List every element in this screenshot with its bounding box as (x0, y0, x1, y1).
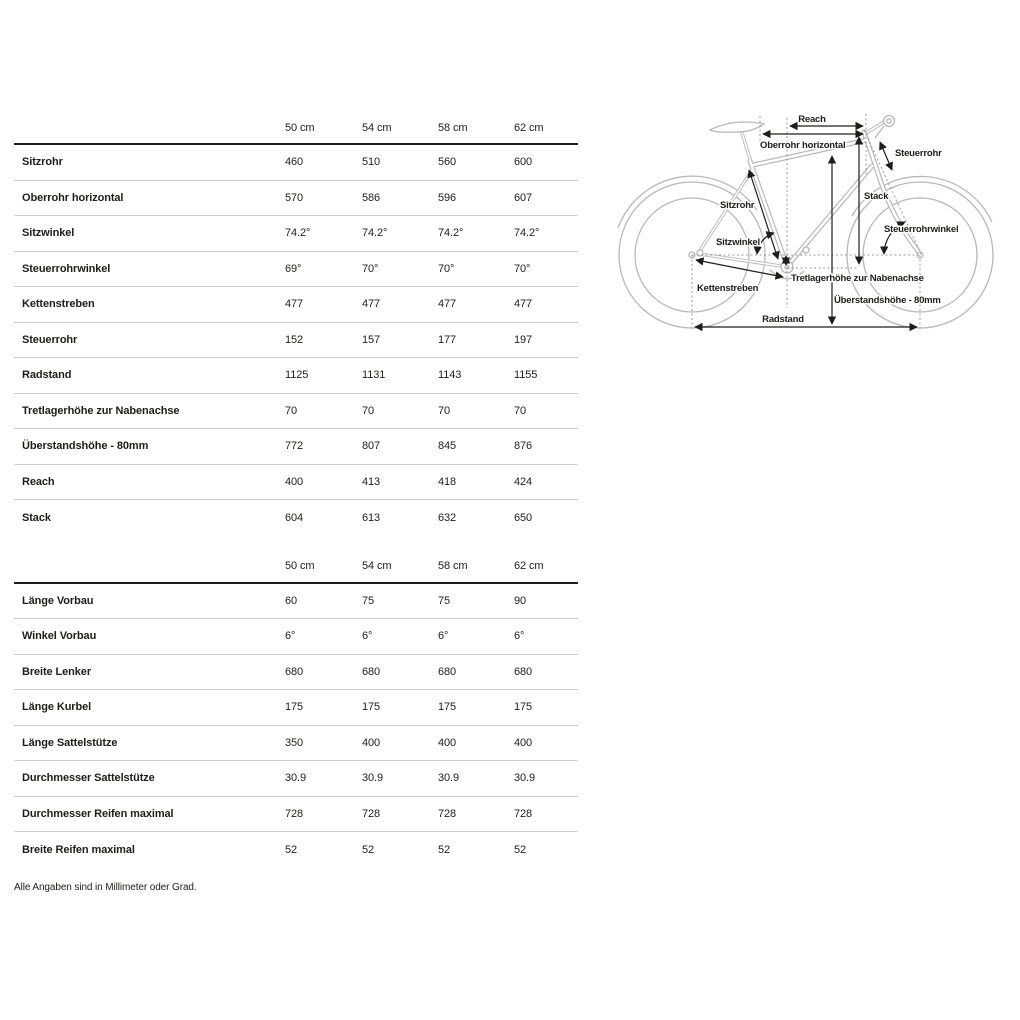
saddle (710, 122, 764, 132)
column-header: 50 cm (285, 560, 315, 572)
table-row (14, 181, 578, 217)
row-value: 604 (285, 511, 304, 524)
row-value: 152 (285, 333, 304, 346)
steuerrohr-arrow (880, 142, 892, 170)
stack-label: Stack (864, 191, 889, 202)
row-value: 70 (514, 404, 527, 417)
row-value: 60 (285, 594, 298, 607)
steuerrohrwinkel-label: Steuerrohrwinkel (884, 224, 959, 235)
row-value: 175 (362, 701, 381, 714)
row-value: 52 (514, 843, 527, 856)
row-value: 680 (514, 665, 533, 678)
row-label: Länge Kurbel (22, 701, 92, 714)
table-row (14, 465, 578, 501)
column-header: 62 cm (514, 560, 544, 572)
row-label: Länge Vorbau (22, 594, 94, 607)
row-value: 52 (285, 843, 298, 856)
row-value: 680 (362, 665, 381, 678)
column-header: 58 cm (438, 121, 468, 134)
row-label: Radstand (22, 369, 72, 382)
table-section-components (14, 551, 578, 868)
row-label: Winkel Vorbau (22, 630, 97, 643)
row-value: 772 (285, 440, 304, 453)
table-section-frame (14, 112, 578, 536)
table-row (14, 252, 578, 288)
row-value: 30.9 (438, 772, 460, 785)
row-value: 400 (438, 736, 457, 749)
fork (878, 173, 918, 251)
row-value: 70° (438, 262, 455, 275)
row-value: 728 (438, 807, 457, 820)
row-label: Steuerrohrwinkel (22, 262, 111, 275)
table-row (14, 726, 578, 762)
table-row (14, 584, 578, 620)
row-value: 69° (285, 262, 302, 275)
row-value: 632 (438, 511, 457, 524)
column-header: 54 cm (362, 121, 392, 134)
bike-geometry-diagram (615, 95, 1015, 345)
row-value: 197 (514, 333, 533, 346)
sitzwinkel-label: Sitzwinkel (716, 237, 760, 248)
steuerrohr-label: Steuerrohr (895, 148, 942, 159)
row-value: 52 (438, 843, 451, 856)
kettenstreben-label: Kettenstreben (697, 283, 759, 294)
row-value: 728 (514, 807, 533, 820)
kettenstreben-arrow (696, 260, 783, 277)
row-value: 1155 (514, 369, 538, 382)
radstand-label: Radstand (762, 314, 804, 325)
table-row (14, 761, 578, 797)
row-value: 90 (514, 594, 527, 607)
table-row (14, 832, 578, 868)
row-value: 600 (514, 156, 533, 169)
row-value: 876 (514, 440, 533, 453)
row-value: 30.9 (285, 772, 307, 785)
row-value: 74.2° (285, 227, 311, 240)
table-row (14, 619, 578, 655)
row-value: 175 (514, 701, 533, 714)
table-row (14, 429, 578, 465)
table-row (14, 323, 578, 359)
table-body (14, 584, 578, 868)
geometry-table (14, 112, 578, 893)
column-header: 50 cm (285, 121, 315, 134)
row-value: 728 (362, 807, 381, 820)
table-row (14, 216, 578, 252)
row-value: 728 (285, 807, 304, 820)
row-label: Überstandshöhe - 80mm (22, 440, 149, 453)
row-value: 413 (362, 475, 381, 488)
row-value: 70 (362, 404, 375, 417)
table-row (14, 287, 578, 323)
row-value: 70° (362, 262, 379, 275)
row-value: 596 (438, 191, 457, 204)
row-value: 460 (285, 156, 304, 169)
row-value: 1131 (362, 369, 386, 382)
table-row (14, 690, 578, 726)
row-value: 1125 (285, 369, 309, 382)
row-value: 75 (362, 594, 375, 607)
row-label: Tretlagerhöhe zur Nabenachse (22, 404, 180, 417)
row-value: 400 (514, 736, 533, 749)
row-value: 477 (438, 298, 457, 311)
row-value: 424 (514, 475, 533, 488)
table-row (14, 145, 578, 181)
row-label: Durchmesser Sattelstütze (22, 772, 155, 785)
row-value: 175 (438, 701, 457, 714)
row-value: 52 (362, 843, 375, 856)
row-value: 175 (285, 701, 304, 714)
row-value: 74.2° (514, 227, 540, 240)
row-label: Oberrohr horizontal (22, 191, 124, 204)
row-value: 6° (514, 630, 525, 643)
oberrohr-label: Oberrohr horizontal (760, 140, 846, 151)
row-value: 650 (514, 511, 533, 524)
row-value: 570 (285, 191, 304, 204)
row-value: 680 (285, 665, 304, 678)
row-value: 70° (514, 262, 531, 275)
row-value: 74.2° (362, 227, 388, 240)
row-value: 6° (362, 630, 373, 643)
column-header: 62 cm (514, 121, 544, 134)
row-value: 30.9 (514, 772, 536, 785)
row-value: 845 (438, 440, 457, 453)
row-value: 510 (362, 156, 381, 169)
row-label: Breite Lenker (22, 665, 92, 678)
row-value: 613 (362, 511, 381, 524)
row-label: Breite Reifen maximal (22, 843, 135, 856)
row-label: Reach (22, 475, 55, 488)
row-value: 418 (438, 475, 457, 488)
sitzrohr-label: Sitzrohr (720, 200, 755, 211)
row-value: 70 (438, 404, 451, 417)
table-body (14, 145, 578, 536)
row-value: 70 (285, 404, 298, 417)
table-footnote: Alle Angaben sind in Millimeter oder Grad. (14, 881, 197, 893)
row-value: 560 (438, 156, 457, 169)
row-value: 157 (362, 333, 381, 346)
row-value: 74.2° (438, 227, 464, 240)
row-value: 1143 (438, 369, 462, 382)
row-value: 6° (285, 630, 296, 643)
row-value: 30.9 (362, 772, 384, 785)
row-value: 400 (285, 475, 304, 488)
table-row (14, 358, 578, 394)
column-header: 58 cm (438, 560, 468, 572)
table-header-row (14, 551, 578, 584)
row-label: Länge Sattelstütze (22, 736, 118, 749)
row-value: 350 (285, 736, 304, 749)
row-value: 75 (438, 594, 451, 607)
row-label: Sitzrohr (22, 156, 63, 169)
row-label: Durchmesser Reifen maximal (22, 807, 174, 820)
reach-label: Reach (798, 114, 826, 125)
row-value: 6° (438, 630, 449, 643)
row-value: 607 (514, 191, 533, 204)
frame-bolt (803, 247, 809, 253)
ueberstandshoehe-label: Überstandshöhe - 80mm (834, 295, 941, 306)
table-header-row (14, 112, 578, 145)
table-row (14, 797, 578, 833)
table-row (14, 655, 578, 691)
row-value: 477 (514, 298, 533, 311)
row-label: Steuerrohr (22, 333, 78, 346)
row-value: 477 (362, 298, 381, 311)
column-header: 54 cm (362, 560, 392, 572)
table-row (14, 394, 578, 430)
row-value: 807 (362, 440, 381, 453)
row-value: 680 (438, 665, 457, 678)
row-value: 400 (362, 736, 381, 749)
handlebar-end (887, 119, 891, 123)
row-label: Kettenstreben (22, 298, 95, 311)
row-label: Stack (22, 511, 51, 524)
row-value: 586 (362, 191, 381, 204)
row-label: Sitzwinkel (22, 227, 75, 240)
table-row (14, 500, 578, 536)
tretlagerhoehe-label: Tretlagerhöhe zur Nabenachse (791, 273, 924, 284)
row-value: 177 (438, 333, 457, 346)
row-value: 477 (285, 298, 304, 311)
